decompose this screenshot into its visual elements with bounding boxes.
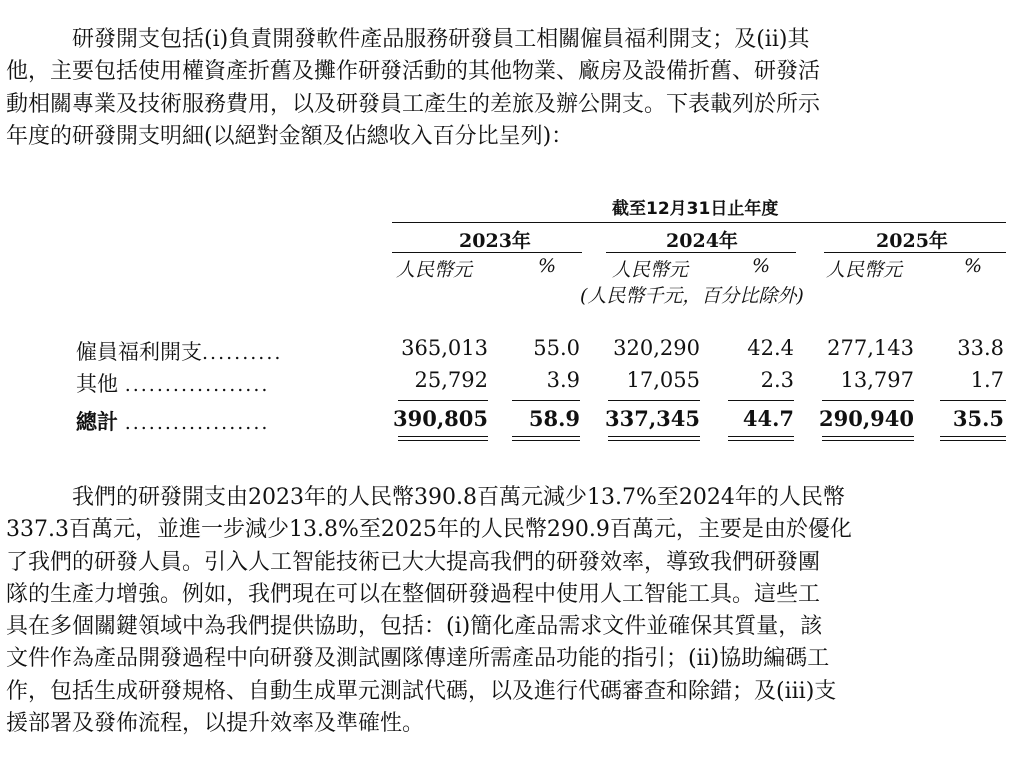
cell-2024-pct: 44.7 [742, 406, 794, 431]
cell-2025-pct: 35.5 [952, 406, 1004, 431]
cell-2023-pct: 3.9 [546, 368, 580, 392]
total-double-rule [608, 436, 700, 441]
total-double-rule [512, 436, 580, 441]
paragraph-line: 年度的研發開支明細(以絕對金額及佔總收入百分比呈列)： [6, 123, 574, 149]
subtotal-rule [728, 400, 794, 401]
unit-pct-2024: % [752, 255, 771, 277]
subtotal-rule [512, 400, 580, 401]
analysis-paragraph [6, 482, 1006, 740]
cell-2023-pct: 55.0 [533, 336, 580, 360]
cell-2024-pct: 2.3 [760, 368, 794, 392]
year-2023-header: 2023年 [459, 230, 531, 252]
cell-2023-pct: 58.9 [528, 406, 580, 431]
subtotal-rule [608, 400, 700, 401]
paragraph-line: 我們的研發開支由2023年的人民幣390.8百萬元減少13.7%至2024年的人民幣 [72, 485, 845, 510]
year-2024-header: 2024年 [666, 230, 738, 252]
year-2025-rule [824, 252, 1006, 253]
cell-2023-amount: 25,792 [414, 368, 488, 392]
cell-2024-amount: 337,345 [605, 406, 700, 431]
row-label-total: 總計 .................. [76, 410, 270, 434]
unit-pct-2023: % [538, 255, 557, 277]
year-2025-header: 2025年 [876, 230, 948, 252]
row-label-other: 其他 .................. [76, 372, 270, 396]
paragraph-line: 研發開支包括(i)負責開發軟件產品服務研發員工相關僱員福利開支；及(ii)其 [72, 27, 810, 52]
unit-pct-2025: % [964, 255, 983, 277]
paragraph-line: 文件作為產品開發過程中向研發及測試團隊傳達所需產品功能的指引；(ii)協助編碼工 [6, 646, 830, 672]
paragraph-line: 具在多個關鍵領域中為我們提供協助，包括：(i)簡化產品需求文件並確保其質量，該 [6, 614, 823, 640]
paragraph-line: 隊的生產力增強。例如，我們現在可以在整個研發過程中使用人工智能工具。這些工 [6, 581, 821, 607]
unit-amount-2025: 人民幣元 [826, 259, 903, 281]
paragraph-line: 337.3百萬元，並進一步減少13.8%至2025年的人民幣290.9百萬元，主要是由於優化 [6, 517, 852, 543]
unit-note: (人民幣千元，百分比除外) [580, 285, 804, 307]
cell-2024-amount: 17,055 [626, 368, 700, 392]
subtotal-rule [940, 400, 1006, 401]
year-2023-rule [392, 252, 582, 253]
cell-2025-amount: 13,797 [840, 368, 914, 392]
total-double-rule [940, 436, 1006, 441]
paragraph-line: 援部署及發佈流程，以提升效率及準確性。 [6, 711, 425, 737]
cell-2024-pct: 42.4 [747, 336, 794, 360]
subtotal-rule [398, 400, 488, 401]
total-double-rule [822, 436, 914, 441]
unit-amount-2024: 人民幣元 [612, 259, 689, 281]
year-2024-rule [606, 252, 796, 253]
subtotal-rule [822, 400, 914, 401]
total-double-rule [398, 436, 488, 441]
header-rule [392, 222, 1006, 223]
paragraph-line: 作，包括生成研發規格、自動生成單元測試代碼，以及進行代碼審查和除錯；及(iii)支 [6, 678, 837, 704]
cell-2025-pct: 33.8 [957, 336, 1004, 360]
unit-amount-2023: 人民幣元 [396, 259, 473, 281]
cell-2024-amount: 320,290 [613, 336, 700, 360]
cell-2025-amount: 277,143 [827, 336, 914, 360]
paragraph-line: 動相關專業及技術服務費用，以及研發員工產生的差旅及辦公開支。下表載列於所示 [6, 91, 821, 117]
total-double-rule [728, 436, 794, 441]
period-header: 截至12月31日止年度 [612, 199, 779, 219]
cell-2025-pct: 1.7 [970, 368, 1004, 392]
paragraph-line: 他，主要包括使用權資產折舊及攤作研發活動的其他物業、廠房及設備折舊、研發活 [6, 59, 821, 85]
paragraph-line: 了我們的研發人員。引入人工智能技術已大大提高我們的研發效率，導致我們研發團 [6, 549, 821, 575]
cell-2025-amount: 290,940 [819, 406, 914, 431]
cell-2023-amount: 390,805 [393, 406, 488, 431]
cell-2023-amount: 365,013 [401, 336, 488, 360]
row-label-employee-benefit: 僱員福利開支.......... [76, 340, 283, 364]
